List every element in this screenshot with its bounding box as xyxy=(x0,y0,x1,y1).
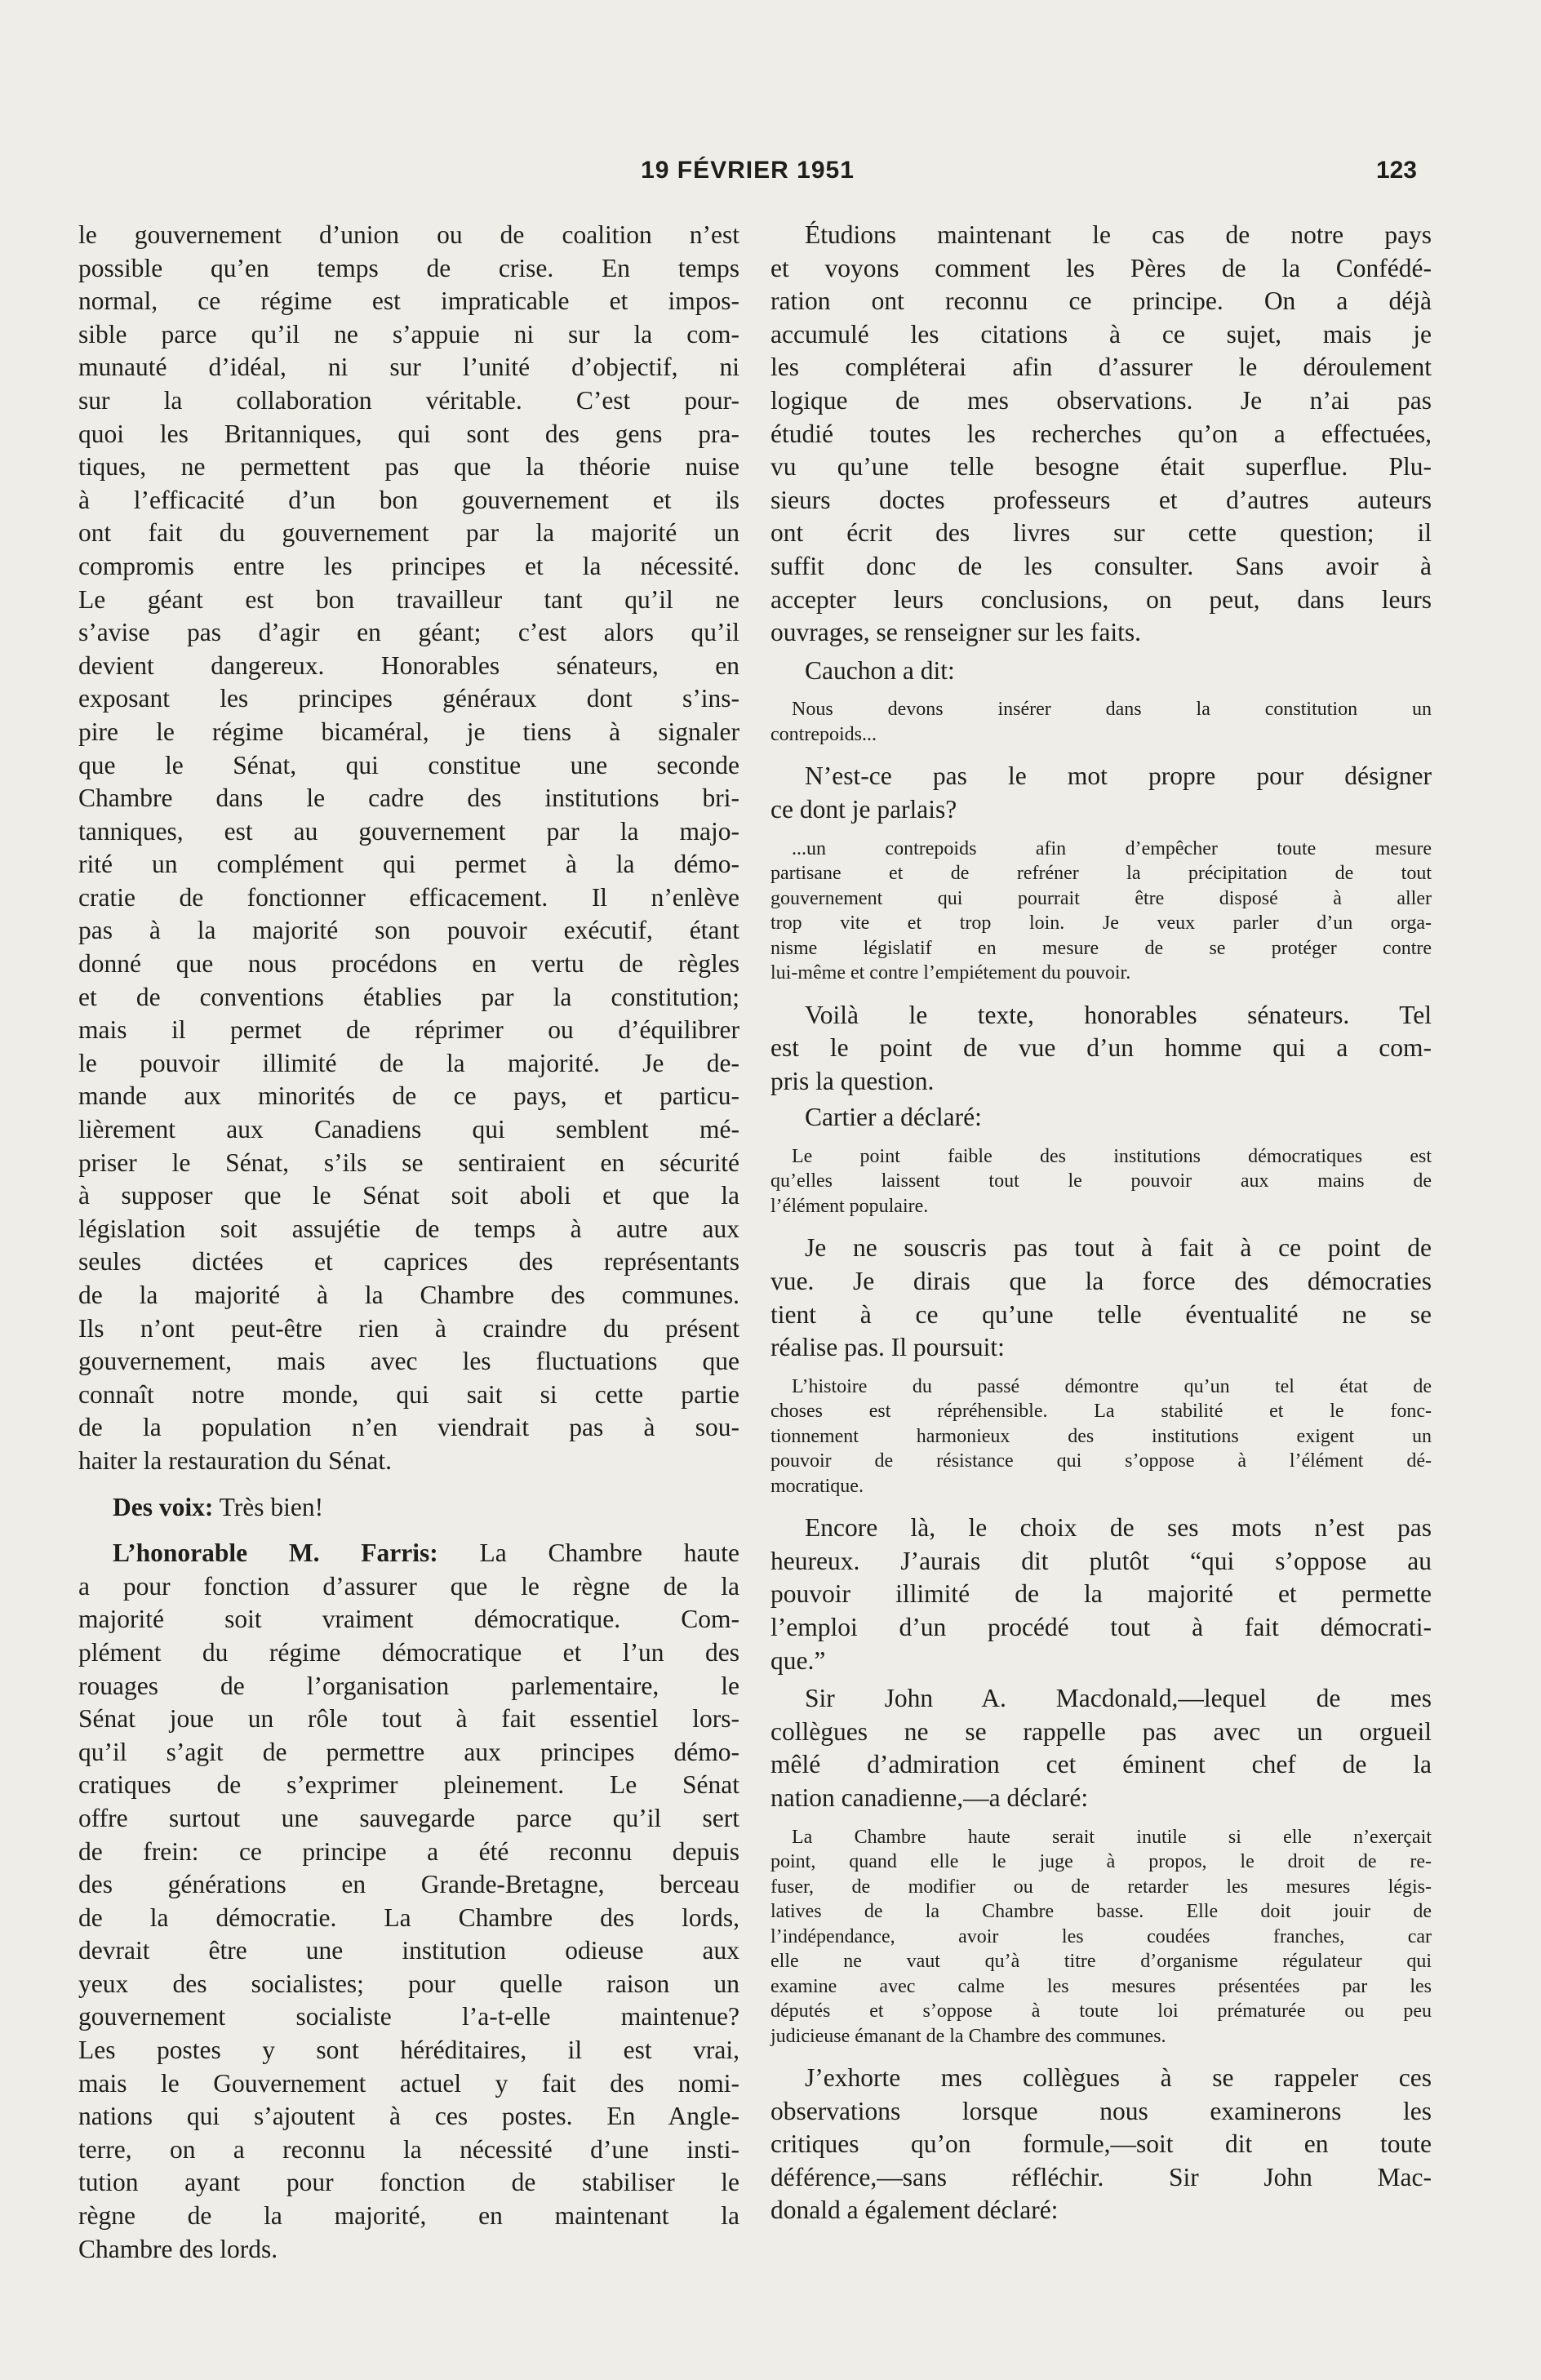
text-line: tiques, ne permettent pas que la théorie nuise xyxy=(78,452,739,482)
text-line: offre surtout une sauvegarde parce qu’il sert xyxy=(78,1803,739,1832)
text-line: députés et s’oppose à toute loi prématurée ou peu xyxy=(770,2000,1432,2023)
text-line: point, quand elle le juge à propos, le droit de re- xyxy=(770,1851,1432,1873)
text-line: munauté d’idéal, ni sur l’unité d’objectif, ni xyxy=(78,353,739,382)
paragraph xyxy=(770,219,1432,650)
text-line: judicieuse émanant de la Chambre des communes. xyxy=(770,2025,1166,2047)
text-line: de la population n’en viendrait pas à sou- xyxy=(78,1413,739,1442)
text-line: ouvrages, se renseigner sur les faits. xyxy=(770,618,1141,647)
text-line: les compléterai afin d’assurer le déroulement xyxy=(770,353,1432,382)
text-line: que le Sénat, qui constitue une seconde xyxy=(78,750,739,779)
text-line: le pouvoir illimité de la majorité. Je de- xyxy=(78,1048,739,1077)
interjection-text: Très bien! xyxy=(219,1492,324,1521)
speech-farris xyxy=(78,1537,739,2266)
text-line: de la majorité à la Chambre des communes. xyxy=(78,1281,739,1309)
text-line: sur la collaboration véritable. C’est pour- xyxy=(78,385,739,415)
text-line: elle ne vaut qu’à titre d’organisme régulateur qui xyxy=(770,1951,1432,1973)
text-line: compromis entre les principes et la nécessité. xyxy=(78,551,739,580)
block-quote xyxy=(770,1374,1432,1499)
text-line: mocratique. xyxy=(770,1475,864,1497)
text-line: Nous devons insérer dans la constitution un xyxy=(792,699,1432,721)
text-line: La Chambre haute serait inutile si elle n’exerçait xyxy=(792,1826,1432,1848)
text-line: qu’il s’agit de permettre aux principes démo- xyxy=(78,1737,739,1766)
text-line: mais il permet de réprimer ou d’équilibrer xyxy=(78,1015,739,1045)
text-line: Le géant est bon travailleur tant qu’il ne xyxy=(78,584,739,614)
paragraph xyxy=(770,1682,1432,1814)
text-line: Le point faible des institutions démocratiques est xyxy=(792,1145,1432,1167)
text-line: et voyons comment les Pères de la Confédé- xyxy=(770,253,1432,282)
text-line: terre, on a reconnu la nécessité d’une insti- xyxy=(78,2134,739,2164)
text-line: observations lorsque nous examinerons les xyxy=(770,2096,1432,2125)
text-line: s’avise pas d’agir en géant; c’est alors qu’il xyxy=(78,618,739,647)
text-line: pas à la majorité son pouvoir exécutif, étant xyxy=(78,916,739,945)
speaker-name: Des voix: xyxy=(113,1492,214,1521)
text-line: normal, ce régime est impraticable et impos- xyxy=(78,286,739,316)
text-line: étudié toutes les recherches qu’on a effectuées, xyxy=(770,419,1432,448)
text-line: règne de la majorité, en maintenant la xyxy=(78,2201,739,2231)
paragraph xyxy=(770,2062,1432,2227)
right-column xyxy=(770,219,1432,2227)
page-date-title: 19 FÉVRIER 1951 xyxy=(641,157,855,184)
text-line: nations qui s’ajoutent à ces postes. En Angle- xyxy=(78,2102,739,2131)
text-line: accepter leurs conclusions, on peut, dans leurs xyxy=(770,584,1432,614)
text-line: sible parce qu’il ne s’appuie ni sur la com- xyxy=(78,319,739,349)
text-line: sieurs doctes professeurs et d’autres auteurs xyxy=(770,485,1432,514)
text-line: latives de la Chambre basse. Elle doit jouir de xyxy=(770,1901,1432,1923)
text-line: haiter la restauration du Sénat. xyxy=(78,1445,392,1475)
text-line: nisme législatif en mesure de se protéger contre xyxy=(770,937,1432,959)
text-line: L’histoire du passé démontre qu’un tel état de xyxy=(792,1375,1432,1397)
paragraph xyxy=(770,1512,1432,1677)
text-line: quoi les Britanniques, qui sont des gens pra- xyxy=(78,419,739,448)
text-line: pouvoir de résistance qui s’oppose à l’élément dé- xyxy=(770,1450,1432,1472)
text-line: réalise pas. Il poursuit: xyxy=(770,1333,1005,1362)
text-line: gouvernement socialiste l’a-t-elle maintenue? xyxy=(78,2002,739,2031)
text-line: Les postes y sont héréditaires, il est vrai, xyxy=(78,2036,739,2065)
text-line: mêlé d’admiration cet éminent chef de la xyxy=(770,1750,1432,1779)
block-quote xyxy=(770,697,1432,747)
text-line: l’indépendance, avoir les coudées franches, car xyxy=(770,1925,1432,1947)
text-line: mande aux minorités de ce pays, et particu- xyxy=(78,1081,739,1111)
text-line: partisane et de refréner la précipitation de tout xyxy=(770,863,1432,884)
text-line: de la démocratie. La Chambre des lords, xyxy=(78,1903,739,1932)
text-line: Chambre des lords. xyxy=(78,2234,278,2263)
text-line: trop vite et trop loin. Je veux parler d’un orga- xyxy=(770,912,1432,934)
text-line: choses est répréhensible. La stabilité et le fonc- xyxy=(770,1401,1432,1423)
text-line: contrepoids... xyxy=(770,723,877,745)
text-line: majorité soit vraiment démocratique. Com- xyxy=(78,1605,739,1634)
quote-intro: Cartier a déclaré: xyxy=(805,1103,982,1132)
text-line: l’emploi d’un procédé tout à fait démocrati- xyxy=(770,1613,1432,1642)
text-line: à supposer que le Sénat soit aboli et que la xyxy=(78,1181,739,1210)
paragraph xyxy=(770,760,1432,826)
text-line: rité un complément qui permet à la démo- xyxy=(78,850,739,879)
text-line: Sénat joue un rôle tout à fait essentiel lors- xyxy=(78,1704,739,1734)
text-line: devient dangereux. Honorables sénateurs, en xyxy=(78,651,739,680)
text-line: Voilà le texte, honorables sénateurs. Tel xyxy=(805,1000,1432,1029)
block-quote xyxy=(770,1825,1432,2049)
text-line: des générations en Grande-Bretagne, berceau xyxy=(78,1870,739,1899)
text-line: plément du régime démocratique et l’un des xyxy=(78,1637,739,1667)
text-line: devrait être une institution odieuse aux xyxy=(78,1936,739,1965)
text-line: cratie de fonctionner efficacement. Il n’enlève xyxy=(78,882,739,912)
text-line: mais le Gouvernement actuel y fait des nomi- xyxy=(78,2068,739,2098)
text-line: ration ont reconnu ce principe. On a déjà xyxy=(770,286,1432,316)
text-line: qu’elles laissent tout le pouvoir aux mains de xyxy=(770,1170,1432,1192)
text-line: ce dont je parlais? xyxy=(770,794,957,824)
text-line: collègues ne se rappelle pas avec un orgueil xyxy=(770,1716,1432,1746)
text-line: fuser, de modifier ou de retarder les mesures légis- xyxy=(770,1876,1432,1898)
text-line: et de conventions établies par la constitution; xyxy=(78,982,739,1011)
text-line: est le point de vue d’un homme qui a com- xyxy=(770,1033,1432,1063)
text-line: le gouvernement d’union ou de coalition n’est xyxy=(78,220,739,249)
text-line: rouages de l’organisation parlementaire, le xyxy=(78,1671,739,1700)
text-line: connaît notre monde, qui sait si cette partie xyxy=(78,1379,739,1409)
text-line: vu qu’une telle besogne était superflue. Plu- xyxy=(770,452,1432,482)
text-line: déférence,—sans réfléchir. Sir John Mac- xyxy=(770,2162,1432,2191)
text-line: examine avec calme les mesures présentées par les xyxy=(770,1975,1432,1997)
text-line: Je ne souscris pas tout à fait à ce point de xyxy=(805,1233,1432,1263)
text-line: l’élément populaire. xyxy=(770,1195,929,1217)
text-line: à l’efficacité d’un bon gouvernement et ils xyxy=(78,485,739,514)
text-line: J’exhorte mes collègues à se rappeler ces xyxy=(805,2063,1432,2093)
page-header xyxy=(78,157,1417,193)
text-line: tient à ce qu’une telle éventualité ne se xyxy=(770,1299,1432,1329)
text-line: heureux. J’aurais dit plutôt “qui s’oppose au xyxy=(770,1546,1432,1575)
text-line: possible qu’en temps de crise. En temps xyxy=(78,253,739,282)
text-line: seules dictées et caprices des représentants xyxy=(78,1247,739,1277)
text-line: donald a également déclaré: xyxy=(770,2196,1059,2225)
speech-text: La Chambre haute xyxy=(479,1539,739,1568)
text-line: Chambre dans le cadre des institutions bri- xyxy=(78,784,739,813)
text-line: vue. Je dirais que la force des démocraties xyxy=(770,1266,1432,1295)
text-line: de frein: ce principe a été reconnu depuis xyxy=(78,1836,739,1866)
text-line: exposant les principes généraux dont s’ins- xyxy=(78,684,739,713)
interjection-voices xyxy=(78,1491,739,1525)
text-line: que.” xyxy=(770,1645,826,1675)
left-column xyxy=(78,219,739,2266)
text-line: cratiques de s’exprimer pleinement. Le Sénat xyxy=(78,1770,739,1800)
speaker-name: L’honorable M. Farris: xyxy=(113,1539,438,1568)
text-line: donné que nous procédons en vertu de règles xyxy=(78,949,739,979)
text-line: pris la question. xyxy=(770,1066,935,1095)
paragraph xyxy=(770,999,1432,1099)
text-line: gouvernement qui pourrait être disposé à aller xyxy=(770,887,1432,909)
text-line: yeux des socialistes; pour quelle raison un xyxy=(78,1969,739,1998)
text-line: nation canadienne,—a déclaré: xyxy=(770,1783,1089,1812)
text-line: tanniques, est au gouvernement par la majo- xyxy=(78,816,739,846)
text-line: a pour fonction d’assurer que le règne de la xyxy=(78,1571,739,1601)
text-line: pouvoir illimité de la majorité et permette xyxy=(770,1579,1432,1609)
text-line: pire le régime bicaméral, je tiens à signaler xyxy=(78,717,739,746)
text-line: lui-même et contre l’empiétement du pouvoir. xyxy=(770,962,1131,984)
text-line: accumulé les citations à ce sujet, mais je xyxy=(770,319,1432,349)
text-line: gouvernement, mais avec les fluctuations que xyxy=(78,1347,739,1376)
text-line: Sir John A. Macdonald,—lequel de mes xyxy=(805,1684,1432,1713)
text-line: Ils n’ont peut-être rien à craindre du présent xyxy=(78,1313,739,1343)
text-line: ont fait du gouvernement par la majorité un xyxy=(78,518,739,548)
text-line: Étudions maintenant le cas de notre pays xyxy=(805,220,1432,249)
text-line: critiques qu’on formule,—soit dit en toute xyxy=(770,2129,1432,2159)
quote-intro: Cauchon a dit: xyxy=(805,655,955,685)
text-line: tionnement harmonieux des institutions exigent un xyxy=(770,1425,1432,1447)
paragraph xyxy=(770,1232,1432,1364)
text-line: priser le Sénat, s’ils se sentiraient en sécurité xyxy=(78,1148,739,1177)
text-line: lièrement aux Canadiens qui semblent mé- xyxy=(78,1115,739,1144)
page-number: 123 xyxy=(1375,157,1417,184)
text-line: législation soit assujétie de temps à autre aux xyxy=(78,1214,739,1243)
text-line: suffit donc de les consulter. Sans avoir à xyxy=(770,551,1432,580)
text-line: ont écrit des livres sur cette question; il xyxy=(770,518,1432,548)
text-line: N’est-ce pas le mot propre pour désigner xyxy=(805,762,1432,791)
text-line: Encore là, le choix de ses mots n’est pas xyxy=(805,1513,1432,1543)
block-quote xyxy=(770,837,1432,986)
block-quote xyxy=(770,1144,1432,1219)
text-line: logique de mes observations. Je n’ai pas xyxy=(770,385,1432,415)
paragraph xyxy=(78,219,739,1478)
text-line: ...un contrepoids afin d’empêcher toute mesure xyxy=(792,837,1432,859)
text-line: tution ayant pour fonction de stabiliser le xyxy=(78,2168,739,2197)
